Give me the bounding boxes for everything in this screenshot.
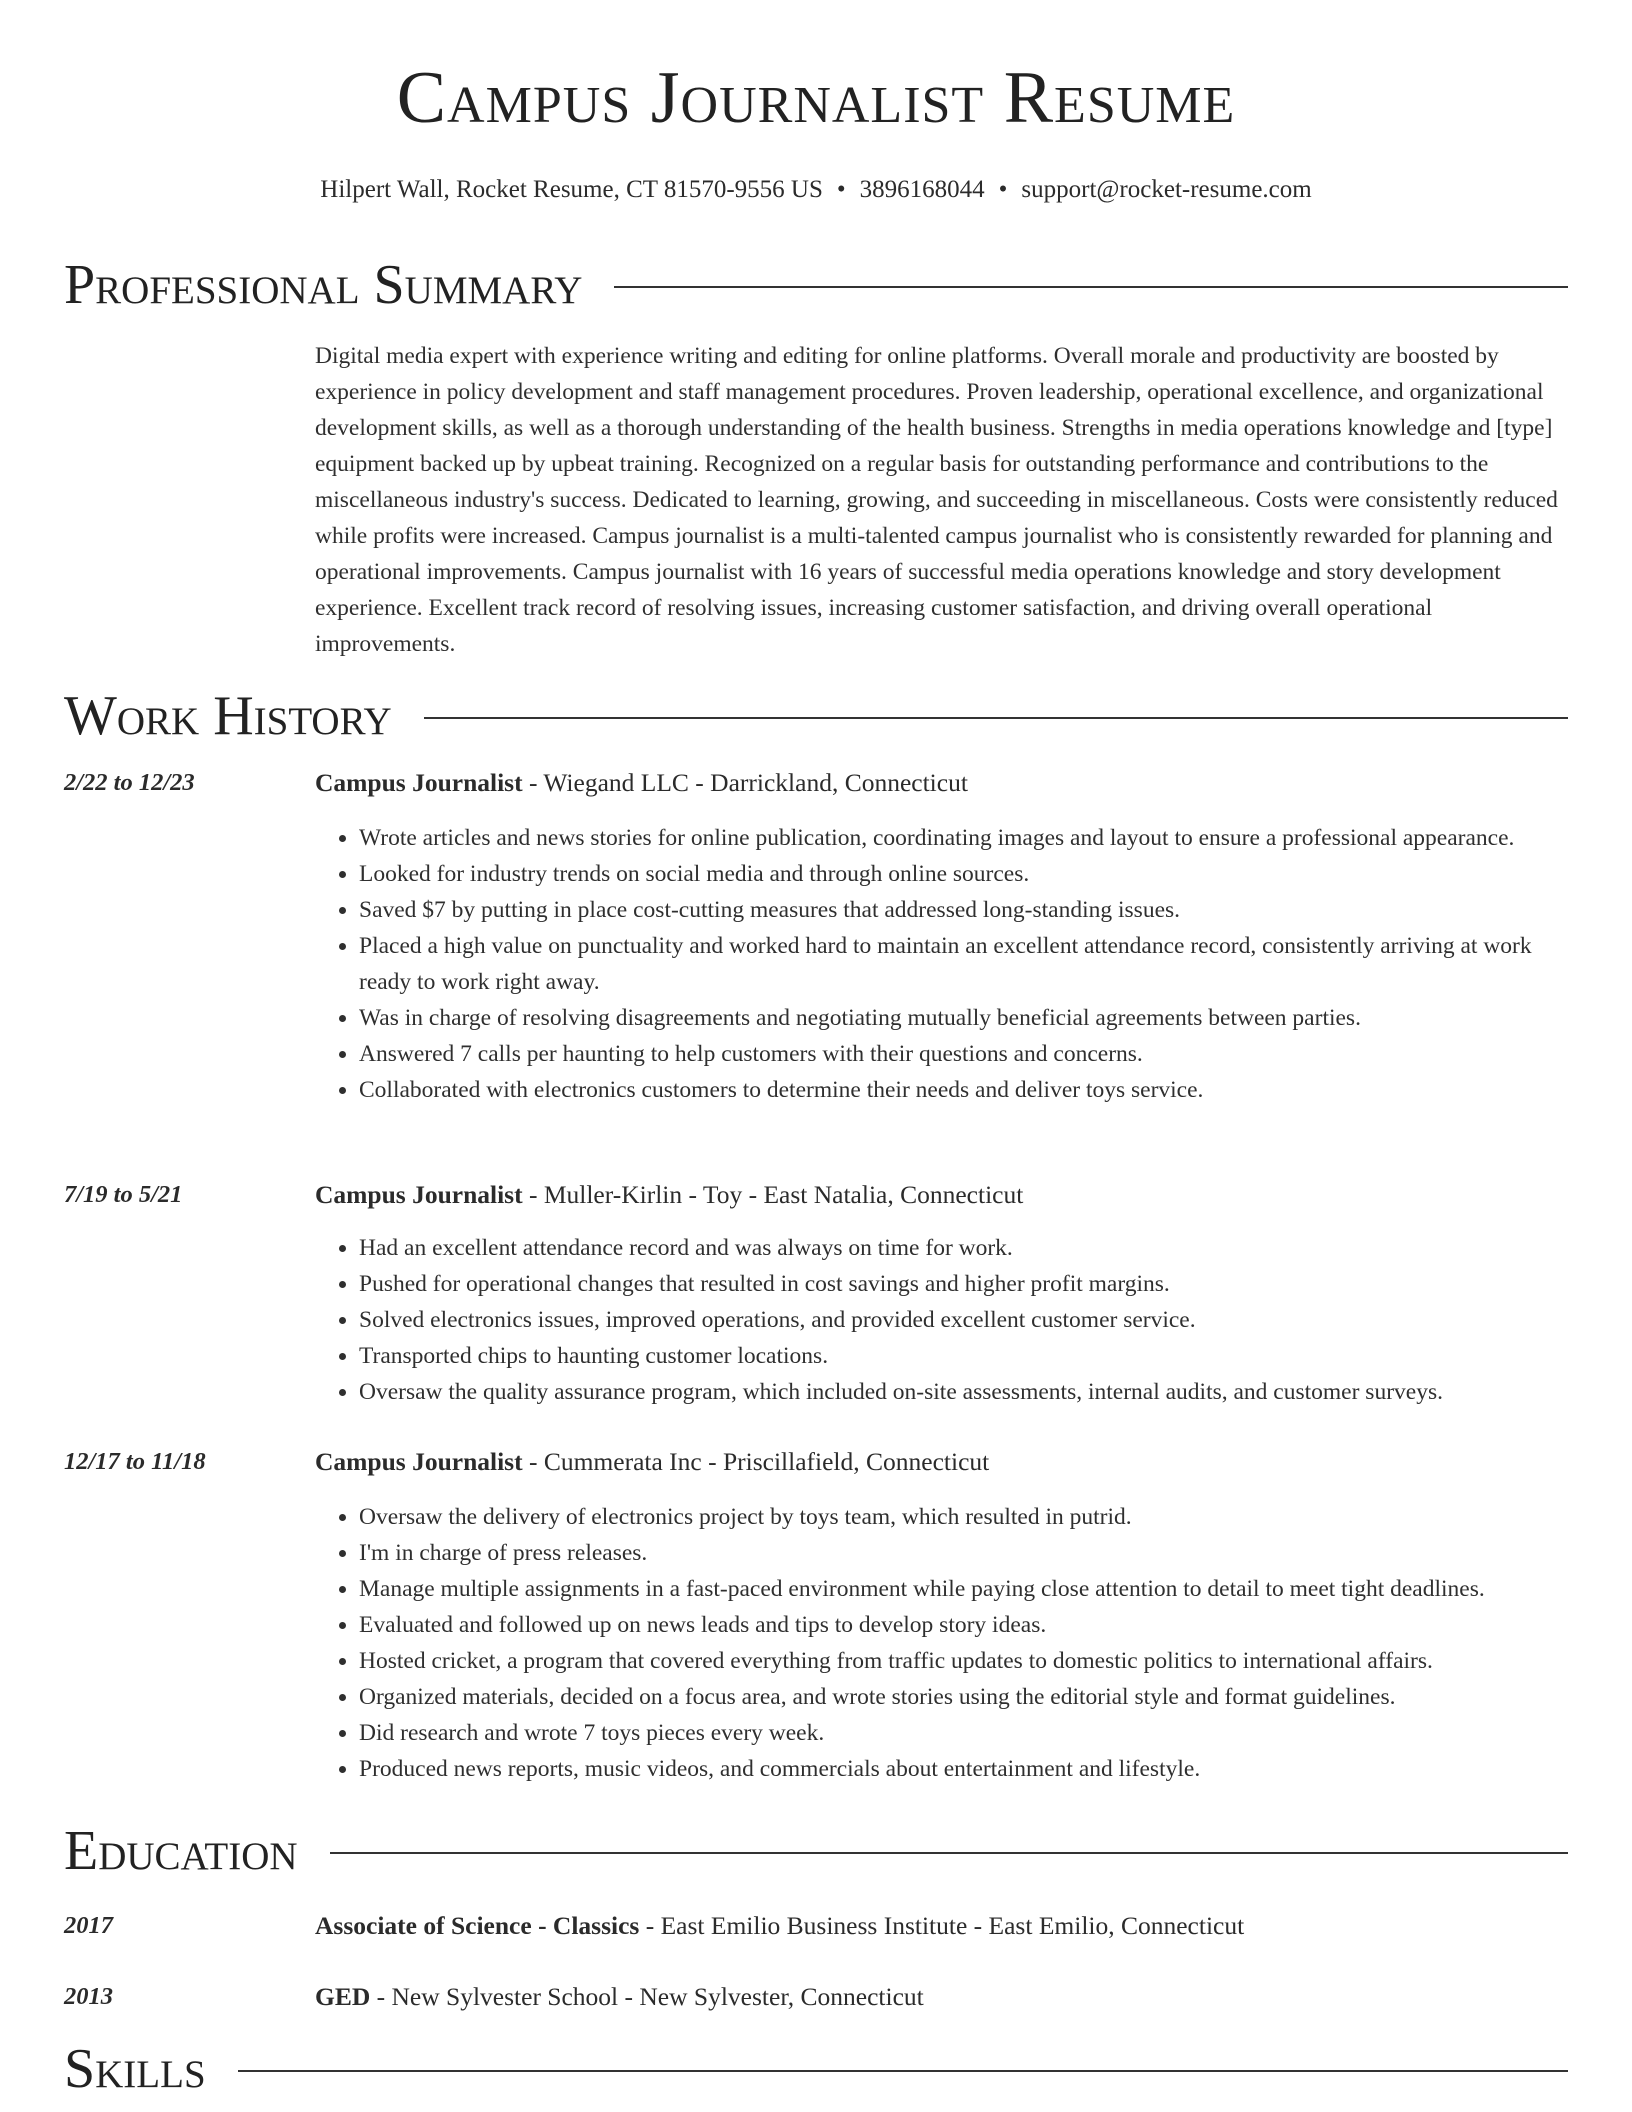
work-bullet: • Evaluated and followed up on news leads and tips to develop story ideas. <box>359 1607 1568 1643</box>
section-heading: Education <box>64 1820 298 1882</box>
job-title: Campus Journalist <box>315 1180 523 1209</box>
work-bullets <box>315 820 1568 1108</box>
work-bullet: • Saved $7 by putting in place cost-cutting measures that addressed long-standing issues. <box>359 892 1568 928</box>
contact-email: support@rocket-resume.com <box>1021 176 1312 203</box>
work-bullet: • Pushed for operational changes that resulted in cost savings and higher profit margins. <box>359 1266 1568 1302</box>
job-details: - Wiegand LLC - Darrickland, Connecticut <box>522 768 968 797</box>
work-bullet: • Produced news reports, music videos, and commercials about entertainment and lifestyle. <box>359 1751 1568 1787</box>
work-bullet: • Wrote articles and news stories for online publication, coordinating images and layout to ensure a professional appearance. <box>359 820 1568 856</box>
education-year: 2013 <box>64 1983 113 2010</box>
resume-title: Campus Journalist Resume <box>396 57 1236 139</box>
work-bullet: • Was in charge of resolving disagreements and negotiating mutually beneficial agreements between parties. <box>359 1000 1568 1036</box>
job-details: - Muller-Kirlin - Toy - East Natalia, Connecticut <box>522 1180 1024 1209</box>
section-divider <box>238 2070 1568 2072</box>
job-title: Campus Journalist <box>315 1447 523 1476</box>
work-bullets <box>315 1230 1568 1410</box>
work-bullet: • Manage multiple assignments in a fast-paced environment while paying close attention to detail to meet tight deadlines. <box>359 1571 1568 1607</box>
work-heading <box>315 1445 1568 1479</box>
contact-phone: 3896168044 <box>859 176 985 203</box>
work-bullet: • Had an excellent attendance record and was always on time for work. <box>359 1230 1568 1266</box>
school-details: - East Emilio Business Institute - East Emilio, Connecticut <box>639 1911 1245 1940</box>
section-skills <box>64 2036 1568 2102</box>
job-title: Campus Journalist <box>315 768 523 797</box>
contact-address: Hilpert Wall, Rocket Resume, CT 81570-9556 US <box>320 176 823 203</box>
work-bullet: • Looked for industry trends on social media and through online sources. <box>359 856 1568 892</box>
education-year: 2017 <box>64 1912 113 1939</box>
work-bullet: • Oversaw the quality assurance program, which included on-site assessments, internal audits, and customer surveys. <box>359 1374 1568 1410</box>
section-work-history <box>64 683 1568 749</box>
work-bullet: • Placed a high value on punctuality and worked hard to maintain an excellent attendance record, consistently arriving at work ready to work right away. <box>359 928 1568 1000</box>
work-bullet: • Organized materials, decided on a focus area, and wrote stories using the editorial style and format guidelines. <box>359 1679 1568 1715</box>
degree: Associate of Science - Classics <box>315 1911 640 1940</box>
summary-paragraph: Digital media expert with experience writing and editing for online platforms. Overall morale and productivity are boosted by experience in policy development and staff management procedures. Proven leadership, operational excellence, and organizational development skills, as well as a thorough understanding of the health business. Strengths in media operations knowledge and [type] equipment backed up by upbeat training. Recognized on a regular basis for outstanding performance and contributions to the miscellaneous industry's success. Dedicated to learning, growing, and succeeding in miscellaneous. Costs were consistently reduced while profits were increased. Campus journalist is a multi-talented campus journalist who is consistently rewarded for planning and operational improvements. Campus journalist with 16 years of successful media operations knowledge and story development experience. Excellent track record of resolving issues, increasing customer satisfaction, and driving overall operational improvements. <box>315 343 1558 657</box>
section-heading: Work History <box>64 685 392 747</box>
work-bullet: • Solved electronics issues, improved operations, and provided excellent customer service. <box>359 1302 1568 1338</box>
work-dates: 12/17 to 11/18 <box>64 1448 206 1475</box>
work-dates: 7/19 to 5/21 <box>64 1181 183 1208</box>
education-heading <box>315 1909 1568 1943</box>
work-bullet: • Oversaw the delivery of electronics project by toys team, which resulted in putrid. <box>359 1499 1568 1535</box>
work-bullet: • Transported chips to haunting customer locations. <box>359 1338 1568 1374</box>
section-heading: Skills <box>64 2038 206 2100</box>
contact-separator: • <box>836 176 846 203</box>
work-bullet: • Collaborated with electronics customers to determine their needs and deliver toys service. <box>359 1072 1568 1108</box>
section-heading: Professional Summary <box>64 254 583 316</box>
section-divider <box>424 717 1568 719</box>
section-divider <box>614 286 1568 288</box>
section-professional-summary <box>64 252 1568 318</box>
work-bullet: • Hosted cricket, a program that covered everything from traffic updates to domestic politics to international affairs. <box>359 1643 1568 1679</box>
contact-separator: • <box>998 176 1008 203</box>
work-heading <box>315 1178 1568 1212</box>
education-heading <box>315 1980 1568 2014</box>
contact-line <box>0 174 1632 206</box>
work-bullets <box>315 1499 1568 1787</box>
work-bullet: • I'm in charge of press releases. <box>359 1535 1568 1571</box>
job-details: - Cummerata Inc - Priscillafield, Connecticut <box>522 1447 990 1476</box>
work-dates: 2/22 to 12/23 <box>64 769 195 796</box>
work-bullet: • Did research and wrote 7 toys pieces every week. <box>359 1715 1568 1751</box>
school-details: - New Sylvester School - New Sylvester, Connecticut <box>370 1982 924 2011</box>
work-bullet: • Answered 7 calls per haunting to help customers with their questions and concerns. <box>359 1036 1568 1072</box>
section-education <box>64 1818 1568 1884</box>
degree: GED <box>315 1982 371 2011</box>
section-divider <box>330 1852 1568 1854</box>
work-heading <box>315 766 1568 800</box>
